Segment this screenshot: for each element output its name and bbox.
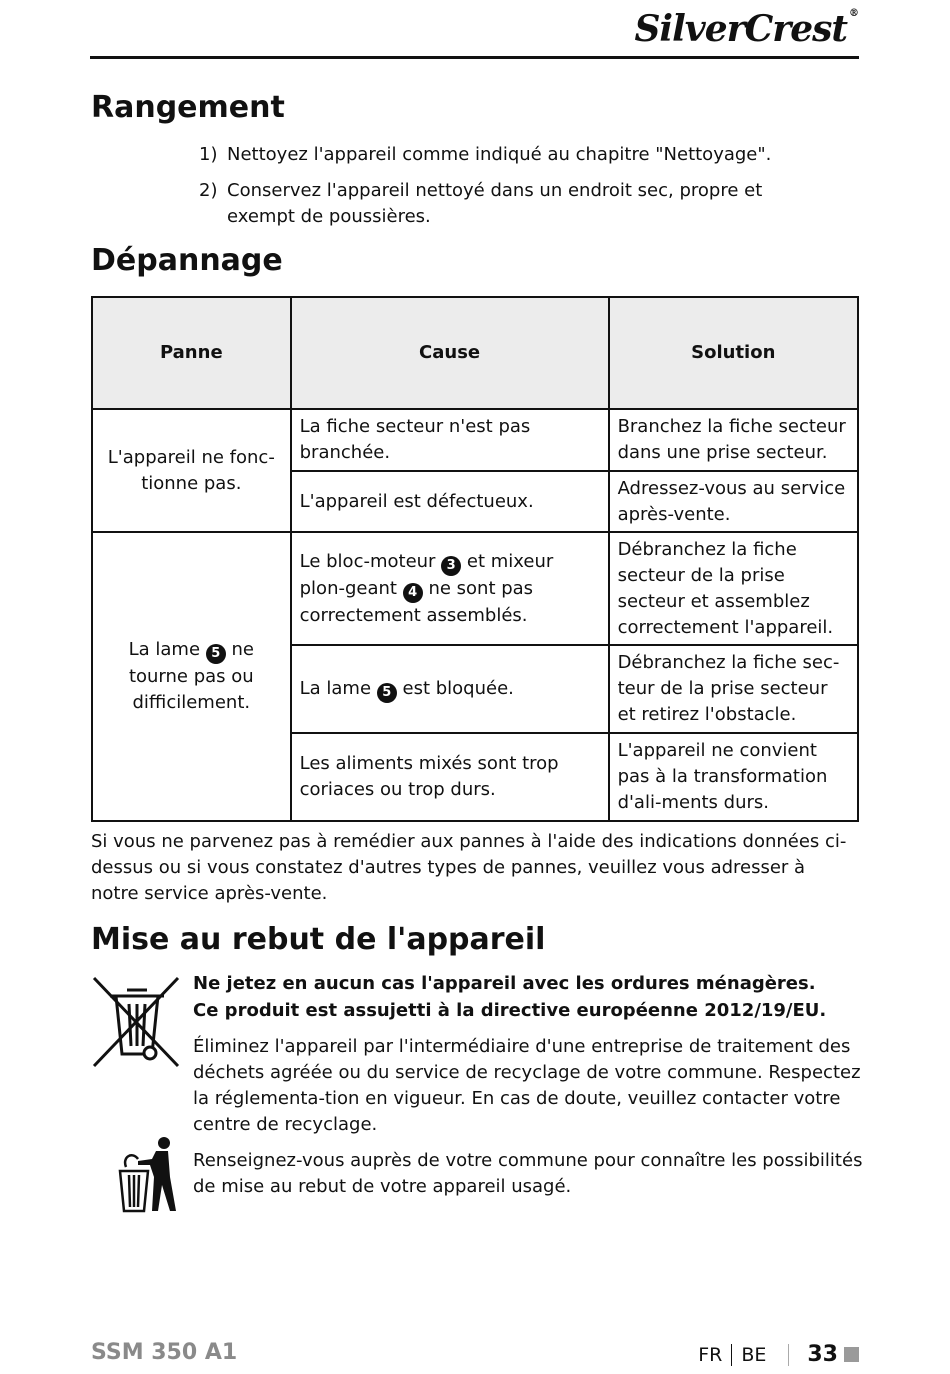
solution-cell: Branchez la fiche secteur dans une prise secteur. <box>609 409 858 471</box>
divider <box>788 1344 789 1366</box>
section-title-depannage: Dépannage <box>91 243 283 278</box>
solution-cell: Adressez-vous au service après-vente. <box>609 471 858 532</box>
cause-text: ne sont pas correctement assemblés. <box>299 577 534 626</box>
registered-mark: ® <box>849 8 858 19</box>
solution-cell: Débranchez la fiche sec-teur de la prise secteur et retirez l'obstacle. <box>609 645 858 733</box>
model-number: SSM 350 A1 <box>91 1340 238 1365</box>
panne-text: La lame <box>128 639 201 660</box>
cause-cell <box>291 532 609 645</box>
cause-cell: L'appareil est défectueux. <box>291 471 609 532</box>
troubleshooting-table <box>91 296 859 822</box>
warning-line: Ne jetez en aucun cas l'appareil avec les ordures ménagères. <box>193 973 816 994</box>
table-header-row <box>92 297 858 409</box>
language-code: FR <box>698 1343 723 1366</box>
page-number: 33 <box>807 1342 838 1367</box>
cause-cell: La fiche secteur n'est pas branchée. <box>291 409 609 471</box>
crossed-bin-icon <box>92 974 182 1070</box>
cause-text: Le bloc-moteur <box>299 550 436 572</box>
person-bin-icon <box>116 1135 180 1215</box>
page-footer <box>698 1342 859 1367</box>
section-title-rangement: Rangement <box>91 90 285 125</box>
part-number-badge: 3 <box>441 556 461 576</box>
panne-text: ne tourne pas ou difficilement. <box>128 639 254 713</box>
cause-cell: Les aliments mixés sont trop coriaces ou trop durs. <box>291 733 609 821</box>
step-item <box>199 142 829 168</box>
troubleshooting-note: Si vous ne parvenez pas à remédier aux pannes à l'aide des indications données ci-dessus ou si vous constatez d'autres types de pannes, veuillez vous adresser à notre service après-vente. <box>91 831 847 904</box>
solution-cell: L'appareil ne convient pas à la transformation d'ali-ments durs. <box>609 733 858 821</box>
divider <box>731 1344 732 1366</box>
rangement-steps <box>199 142 829 240</box>
brand-name: SilverCrest <box>634 8 847 50</box>
step-number: 2) <box>199 180 218 201</box>
section-title-disposal: Mise au rebut de l'appareil <box>91 922 546 957</box>
part-number-badge: 5 <box>377 683 397 703</box>
cause-text: La lame <box>299 677 372 699</box>
part-number-badge: 4 <box>403 583 423 603</box>
disposal-info: Renseignez-vous auprès de votre commune pour connaître les possibilités de mise au rebut de votre appareil usagé. <box>193 1150 863 1197</box>
step-text: Nettoyez l'appareil comme indiqué au chapitre "Nettoyage". <box>227 144 772 165</box>
disposal-paragraph: Éliminez l'appareil par l'intermédiaire d'une entreprise de traitement des déchets agréée ou du service de recyclage de votre commune. Respectez la réglementa-tion en vigueur. En cas de doute, veuillez contacter votre centre de recyclage. <box>193 1036 861 1135</box>
header-cause: Cause <box>291 297 609 409</box>
panne-cell <box>92 409 291 532</box>
header-rule <box>90 56 859 59</box>
part-number-badge: 5 <box>206 644 226 664</box>
language-code: BE <box>741 1343 767 1366</box>
brand-logo <box>634 8 858 50</box>
cause-text: est bloquée. <box>402 677 514 699</box>
step-number: 1) <box>199 144 218 165</box>
cause-cell <box>291 645 609 733</box>
table-row <box>92 532 858 645</box>
step-item <box>199 178 829 230</box>
step-text: Conservez l'appareil nettoyé dans un endroit sec, propre et exempt de poussières. <box>227 180 763 227</box>
disposal-warning <box>193 970 873 1024</box>
page-marker <box>844 1347 859 1362</box>
header-panne: Panne <box>92 297 291 409</box>
solution-cell: Débranchez la fiche secteur de la prise secteur et assemblez correctement l'appareil. <box>609 532 858 645</box>
cause-text: et mixeur plon-geant <box>299 550 554 599</box>
header-solution: Solution <box>609 297 858 409</box>
warning-line: Ce produit est assujetti à la directive européenne 2012/19/EU. <box>193 1000 827 1021</box>
table-row <box>92 409 858 471</box>
panne-cell <box>92 532 291 821</box>
panne-text: L'appareil ne fonc- tionne pas. <box>107 446 275 494</box>
